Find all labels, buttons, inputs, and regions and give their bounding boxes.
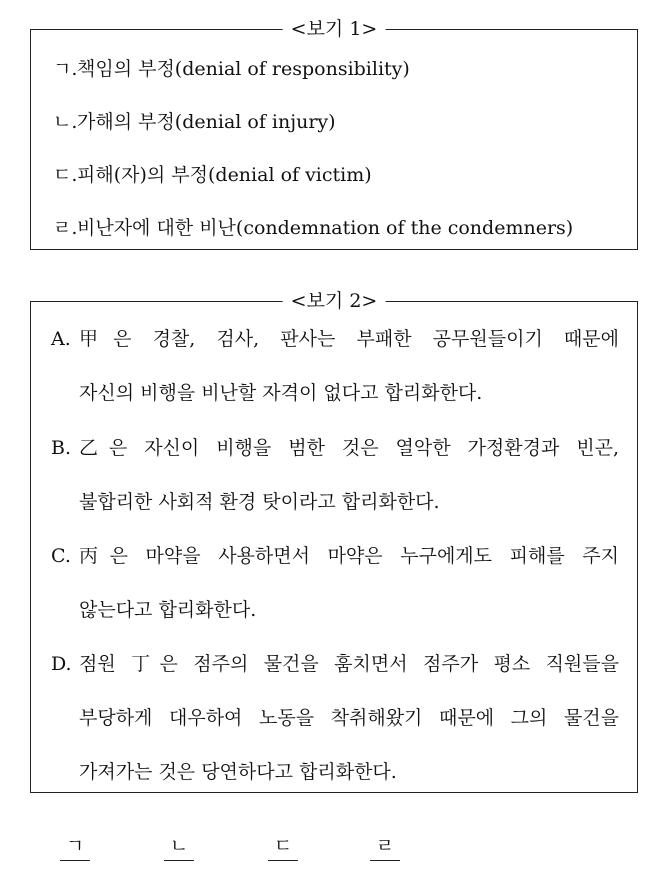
item-marker: ㄹ. — [53, 217, 78, 239]
item-line: 가져가는 것은 당연하다고 합리화한다. — [79, 761, 397, 783]
item-line: 않는다고 합리화한다. — [79, 599, 257, 621]
item-marker: ㄱ. — [53, 58, 78, 80]
item-line: 불합리한 사회적 환경 탓이라고 합리화한다. — [79, 491, 440, 513]
answer-header-rieul: ㄹ — [370, 834, 400, 861]
item-text: 책임의 부정(denial of responsibility) — [77, 58, 410, 80]
item-line: 부당하게 대우하여 노동을 착취해왔기 때문에 그의 물건을 — [79, 707, 619, 729]
item-marker: ㄴ. — [53, 111, 78, 133]
example-box-1-title: <보기 1> — [283, 17, 386, 41]
item-line: 자신의 비행을 비난할 자격이 없다고 합리화한다. — [79, 382, 483, 404]
example-box-1 — [30, 18, 638, 250]
item-line: 丙은 마약을 사용하면서 마약은 누구에게도 피해를 주지 — [79, 545, 619, 567]
item-text: 가해의 부정(denial of injury) — [77, 111, 336, 133]
example-2-item-c — [51, 543, 619, 623]
item-letter: C. — [51, 545, 71, 567]
answer-header-giyeok: ㄱ — [60, 834, 90, 861]
example-2-item-d — [51, 651, 619, 785]
item-letter: A. — [51, 328, 71, 350]
item-text: 피해(자)의 부정(denial of victim) — [77, 164, 372, 186]
item-line: 乙은 자신이 비행을 범한 것은 열악한 가정환경과 빈곤, — [79, 437, 619, 459]
item-letter: B. — [51, 437, 72, 459]
example-1-item-giyeok — [53, 56, 410, 82]
example-2-item-a — [51, 326, 619, 406]
example-1-item-digeut — [53, 162, 372, 188]
example-2-item-b — [51, 435, 619, 515]
item-line: 甲은 경찰, 검사, 판사는 부패한 공무원들이기 때문에 — [79, 328, 619, 350]
answer-header-digeut: ㄷ — [268, 834, 298, 861]
example-box-2-title: <보기 2> — [283, 289, 386, 313]
answer-header-nieun: ㄴ — [164, 834, 194, 861]
example-1-item-nieun — [53, 109, 336, 135]
example-1-item-rieul — [53, 215, 573, 241]
item-line: 점원 丁은 점주의 물건을 훔치면서 점주가 평소 직원들을 — [79, 653, 619, 675]
item-text: 비난자에 대한 비난(condemnation of the condemners) — [77, 217, 574, 239]
example-box-2 — [30, 290, 638, 793]
item-letter: D. — [51, 653, 72, 675]
item-marker: ㄷ. — [53, 164, 78, 186]
